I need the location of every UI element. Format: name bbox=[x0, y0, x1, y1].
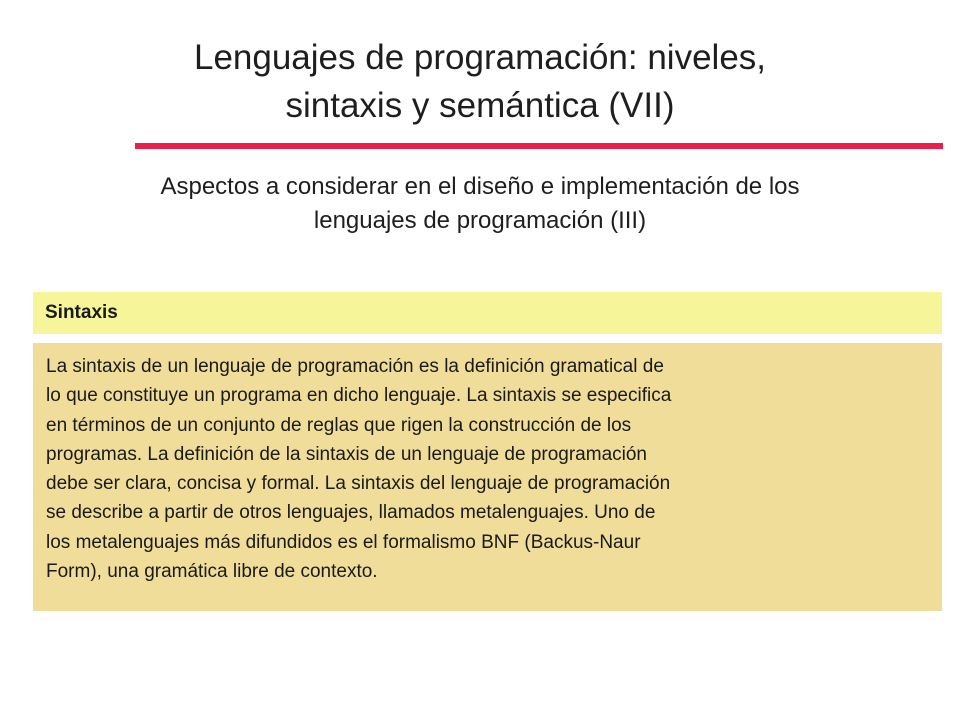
body-line-1: La sintaxis de un lenguaje de programación es la definición gramatical de bbox=[46, 356, 664, 377]
body-line-6: se describe a partir de otros lenguajes, llamados metalenguajes. Uno de bbox=[46, 502, 656, 524]
body-line-5: debe ser clara, concisa y formal. La sintaxis del lenguaje de programación bbox=[46, 473, 671, 495]
slide-title-line-1: Lenguajes de programación: niveles, bbox=[193, 38, 767, 77]
body-line-7: los metalenguajes más difundidos es el formalismo BNF (Backus-Naur bbox=[46, 531, 641, 553]
section-heading-box bbox=[33, 292, 942, 334]
body-line-4: programas. La definición de la sintaxis de un lenguaje de programación bbox=[46, 443, 647, 465]
body-line-8: Form), una gramática libre de contexto. bbox=[46, 561, 378, 583]
slide-title bbox=[60, 34, 900, 130]
slide-subtitle-line-1: Aspectos a considerar en el diseño e implementación de los bbox=[160, 173, 800, 200]
section-body-box bbox=[33, 343, 942, 611]
slide-subtitle-line-2: lenguajes de programación (III) bbox=[313, 207, 647, 234]
body-line-2: lo que constituye un programa en dicho lenguaje. La sintaxis se especifica bbox=[46, 385, 672, 407]
slide-title-line-2: sintaxis y semántica (VII) bbox=[285, 86, 675, 125]
accent-rule bbox=[135, 143, 943, 149]
body-line-3: en términos de un conjunto de reglas que rigen la construcción de los bbox=[46, 414, 632, 436]
slide-subtitle bbox=[40, 170, 920, 238]
section-heading: Sintaxis bbox=[45, 302, 118, 323]
